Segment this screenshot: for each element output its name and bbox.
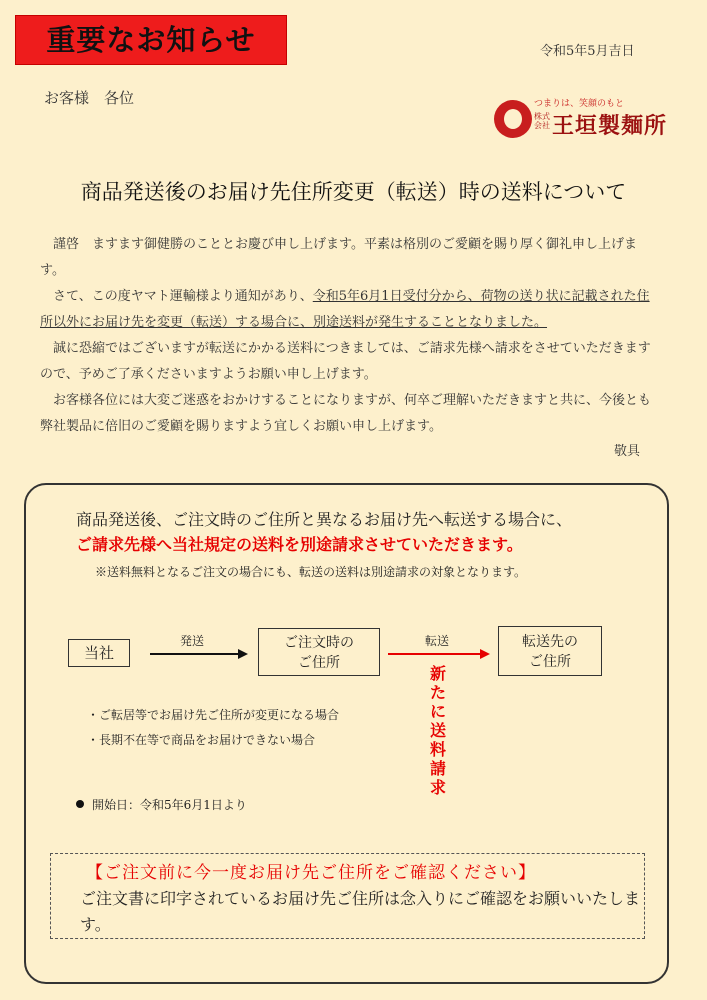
flow-label-transfer: 転送 (425, 634, 450, 648)
dest-address-line: 転送先の (522, 634, 578, 650)
p4-text: お客様各位には大変ご迷惑をおかけすることになりますが、何卒ご理解いただきますと共に、今後とも弊社製品に倍旧のご愛顧を賜りますよう宜しくお願い申し上げます。 (40, 393, 652, 434)
case-item-absence: ・長期不在等で商品をお届けできない場合 (87, 733, 316, 747)
p1-text: 謹啓 ますます御健勝のこととお慶び申し上げます。平素は格別のご愛顧を賜り厚く御礼申し上げます。 (40, 237, 637, 278)
info-box-line2-emphasis: ご請求先様へ当社規定の送料を別途請求させていただきます。 (76, 535, 523, 554)
company-logo (494, 96, 676, 142)
order-address-line: ご住所 (298, 655, 340, 671)
flow-label-ship: 発送 (180, 634, 205, 648)
info-box-note: ※送料無料となるご注文の場合にも、転送の送料は別途請求の対象となります。 (95, 565, 527, 579)
flow-node-order-address (258, 628, 380, 676)
start-date-text: 開始日：令和5年6月1日より (92, 798, 247, 812)
notice-title: 商品発送後のお届け先住所変更（転送）時の送料について (80, 180, 627, 204)
bullet-icon (76, 800, 84, 808)
body-paragraph-announcement (40, 284, 660, 336)
logo-mascot-icon (494, 100, 532, 138)
logo-tagline: つまりは、笑顔のもと (534, 99, 625, 109)
recipient-line: お客様 各位 (44, 89, 135, 107)
flow-node-company: 当社 (68, 639, 130, 667)
body-paragraph-apology (40, 388, 660, 440)
confirm-title: 【ご注文前に今一度お届け先ご住所をご確認ください】 (86, 863, 536, 883)
p2-lead: さて、この度ヤマト運輸様より通知があり、 (53, 289, 313, 304)
closing-word: 敬具 (614, 444, 641, 459)
order-address-line: ご注文時の (284, 635, 354, 651)
start-date (76, 796, 247, 813)
info-box-line1: 商品発送後、ご注文時のご住所と異なるお届け先へ転送する場合に、 (76, 510, 573, 529)
dest-address-line: ご住所 (529, 654, 571, 670)
body-paragraph-greeting (40, 232, 660, 284)
logo-corp-mark: 株式会社 (534, 112, 550, 130)
p3-text: 誠に恐縮ではございますが転送にかかる送料につきましては、ご請求先様へ請求をさせていただきますので、予めご了承くださいますようお願い申し上げます。 (40, 341, 651, 382)
new-charge-vertical-text: 新たに送料請求 (429, 664, 446, 797)
p2-underlined: 令和5年6月1日受付分から、荷物の送り状に記載された住所以外にお届け先を変更（転送）する場合に、別途送料が発生することとなりました。 (40, 289, 650, 330)
logo-company-name: 王垣製麺所 (552, 113, 668, 139)
confirm-body: ご注文書に印字されているお届け先ご住所は念入りにご確認をお願いいたします。 (80, 889, 641, 934)
body-paragraph-billing (40, 336, 660, 388)
notice-date: 令和5年5月吉日 (540, 44, 635, 59)
flow-node-destination-address (498, 626, 602, 676)
important-notice-banner: 重要なお知らせ (15, 15, 287, 65)
case-item-relocation: ・ご転居等でお届け先ご住所が変更になる場合 (87, 708, 340, 722)
